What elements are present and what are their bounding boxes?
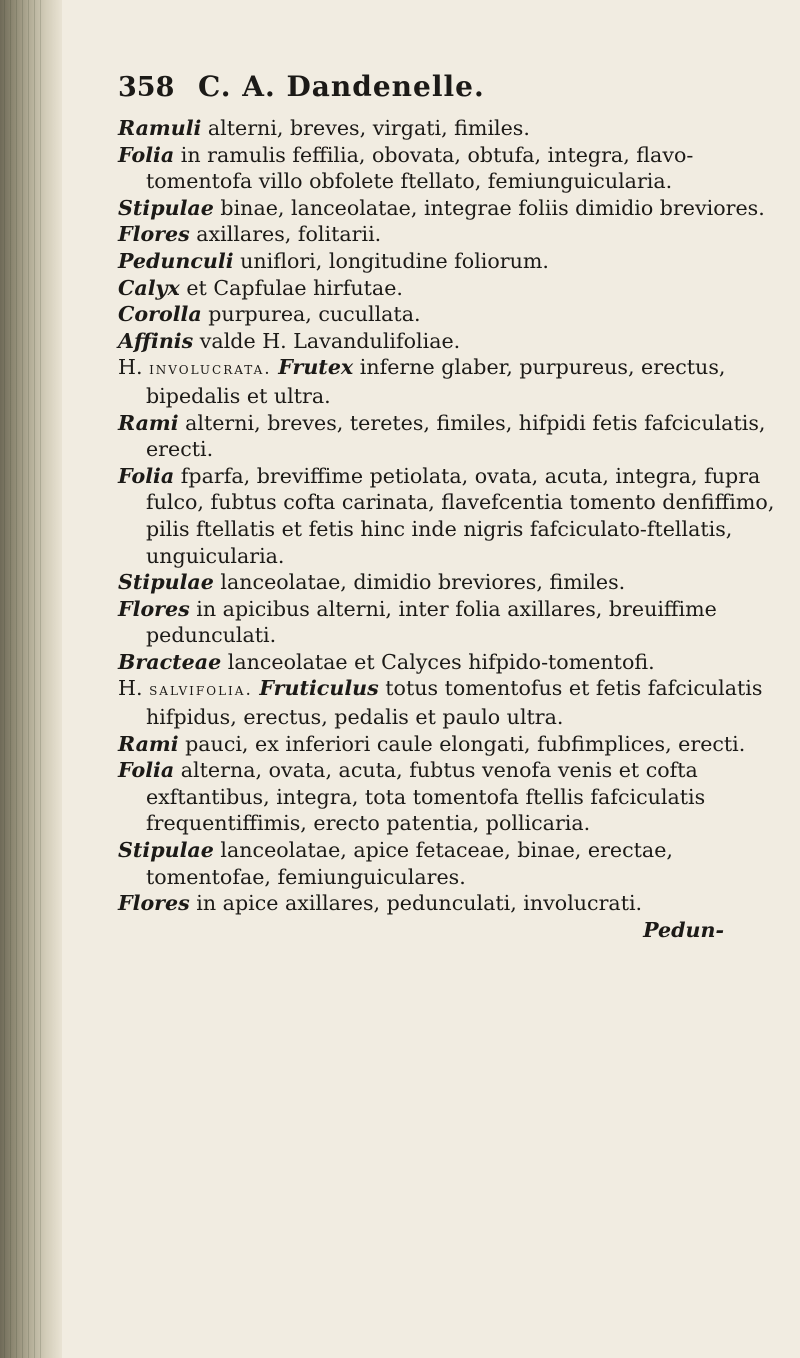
entry-calyx: Calyx et Capfulae hirfutae. [118, 275, 403, 300]
species-name: salvifolia. [149, 680, 253, 701]
entry-folia: Folia fparfa, breviffime petiolata, ovata, acuta, integra, fupra fulco, fubtus cofta carinata, flavefcentia tomento denfiffimo, pilis ftellatis et fetis hinc inde nigris fafciculato-ftellatis, unguicularia. [118, 463, 775, 568]
species-prefix: H. [118, 676, 143, 701]
entry-stipulae: Stipulae binae, lanceolatae, integrae foliis dimidio breviores. [118, 195, 765, 220]
entry-stipulae: Stipulae lanceolatae, apice fetaceae, binae, erectae, tomentofae, femiunguiculares. [118, 838, 673, 889]
entry-stipulae: Stipulae lanceolatae, dimidio breviores, fimiles. [118, 570, 626, 595]
entry-rami: Rami alterni, breves, teretes, fimiles, hifpidi fetis fafciculatis, erecti. [118, 410, 766, 462]
entry-rami: Rami pauci, ex inferiori caule elongati, fubfimplices, erecti. [118, 731, 746, 756]
entry-h-involucrata: H. involucrata. Frutex inferne glaber, purpureus, erectus, bipedalis et ultra. [118, 355, 726, 408]
catchword: Pedun- [643, 917, 724, 942]
page-number: 358 [118, 72, 175, 103]
entry-h-salvifolia: H. salvifolia. Fruticulus totus tomentofus et fetis fafciculatis hifpidus, erectus, pedalis et paulo ultra. [118, 676, 763, 730]
entry-folia: Folia alterna, ovata, acuta, fubtus venofa venis et cofta exftantibus, integra, tota tomentofa ftellis fafciculatis frequentiffimis, erecto patentia, pollicaria. [118, 758, 706, 836]
entry-bracteae: Bracteae lanceolatae et Calyces hifpido-tomentofi. [118, 649, 655, 674]
entry-flores: Flores axillares, folitarii. [118, 222, 382, 247]
species-prefix: H. [118, 355, 143, 380]
entry-ramuli: Ramuli alterni, breves, virgati, fimiles. [118, 116, 530, 140]
entry-affinis: Affinis valde H. Lavandulifoliae. [118, 328, 461, 353]
page-header [118, 70, 778, 114]
entry-list [118, 115, 778, 917]
entry-pedunculi: Pedunculi uniflori, longitudine foliorum. [118, 248, 549, 273]
species-name: involucrata. [149, 359, 272, 380]
entry-corolla: Corolla purpurea, cucullata. [118, 302, 421, 327]
entry-folia: Folia in ramulis feffilia, obovata, obtufa, integra, flavo-tomentofa villo obfolete ftellato, femiunguicularia. [118, 142, 694, 194]
running-head: C. A. Dandenelle. [198, 70, 485, 103]
binding-texture [4, 0, 44, 1358]
page-binding-edge [0, 0, 62, 1358]
entry-flores: Flores in apicibus alterni, inter folia axillares, breuiffime pedunculati. [118, 596, 717, 648]
entry-flores: Flores in apice axillares, pedunculati, involucrati. [118, 891, 643, 916]
book-page [118, 70, 778, 943]
